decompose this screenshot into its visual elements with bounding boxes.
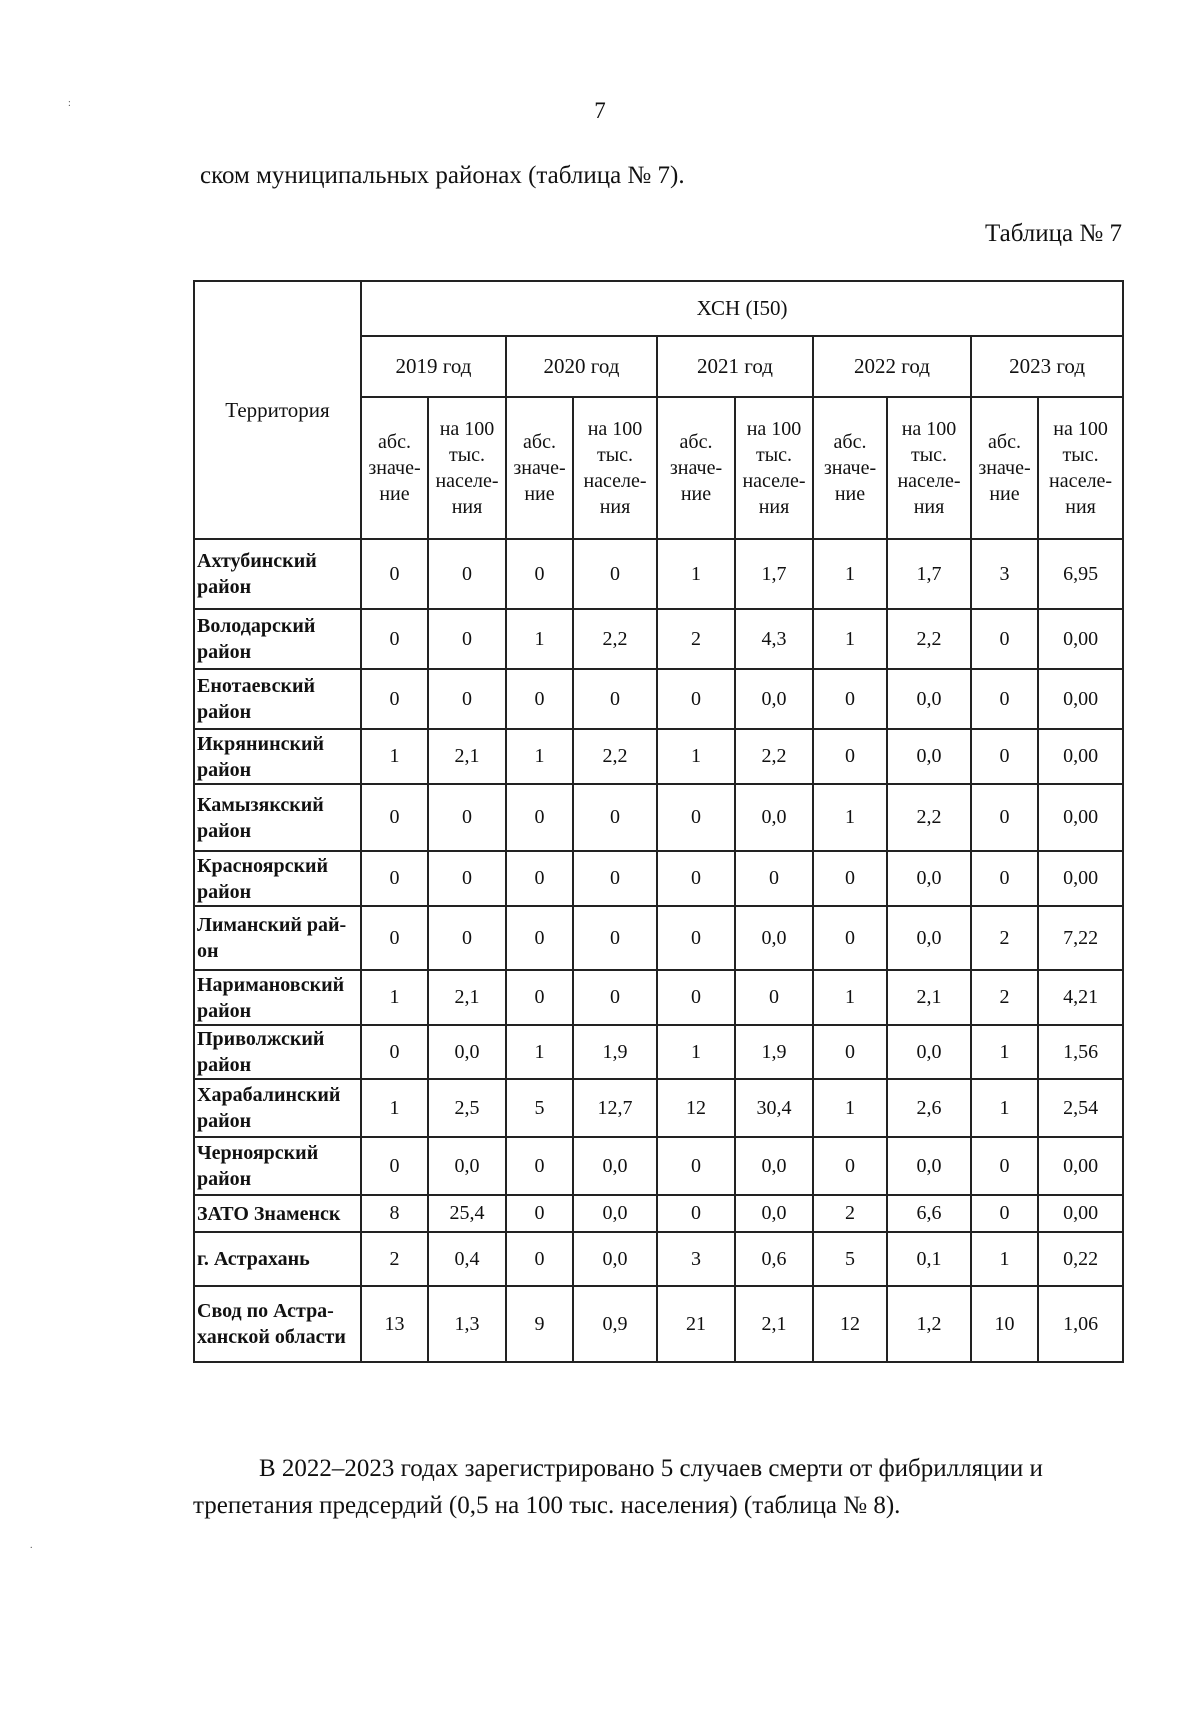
table-caption: Таблица № 7 bbox=[984, 220, 1122, 247]
territory-name-line: Приволжский bbox=[197, 1028, 325, 1050]
abs-value-header bbox=[657, 397, 735, 539]
year-header: 2019 год bbox=[361, 336, 506, 397]
per-100k-header bbox=[735, 397, 813, 539]
per-100k-value-cell: 1,2 bbox=[887, 1286, 971, 1362]
territory-name-line: Икрянинский bbox=[197, 732, 325, 755]
territory-name-line: район bbox=[197, 641, 252, 663]
abs-value-cell: 1 bbox=[361, 970, 428, 1025]
table-row bbox=[194, 669, 1123, 729]
per-100k-value-cell: 0,0 bbox=[428, 1025, 506, 1079]
abs-value-cell: 0 bbox=[361, 669, 428, 729]
per-100k-header-line: на 100 bbox=[901, 418, 957, 440]
abs-value-cell: 5 bbox=[506, 1079, 573, 1137]
abs-value-cell: 13 bbox=[361, 1286, 428, 1362]
per-100k-value-cell: 0,0 bbox=[735, 784, 813, 851]
per-100k-value-cell: 2,1 bbox=[887, 970, 971, 1025]
per-100k-value-cell: 0,00 bbox=[1038, 1137, 1123, 1195]
abs-value-cell: 0 bbox=[971, 1137, 1038, 1195]
per-100k-header-line: ния bbox=[451, 496, 483, 518]
per-100k-value-cell: 1,7 bbox=[735, 539, 813, 609]
abs-value-cell: 0 bbox=[657, 906, 735, 970]
abs-value-cell: 0 bbox=[657, 669, 735, 729]
abs-header-line: ние bbox=[680, 483, 712, 505]
per-100k-value-cell: 2,2 bbox=[573, 609, 657, 669]
abs-header-line: ние bbox=[379, 483, 410, 505]
per-100k-value-cell: 0 bbox=[428, 539, 506, 609]
territory-name-cell bbox=[194, 784, 361, 851]
abs-header-line: ние bbox=[834, 483, 866, 505]
abs-header-line: абс. bbox=[833, 431, 867, 453]
per-100k-value-cell: 1,06 bbox=[1038, 1286, 1123, 1362]
abs-value-header bbox=[361, 397, 428, 539]
per-100k-header-line: тыс. bbox=[910, 444, 948, 466]
abs-value-cell: 9 bbox=[506, 1286, 573, 1362]
per-100k-value-cell: 0,0 bbox=[887, 906, 971, 970]
abs-value-cell: 1 bbox=[361, 1079, 428, 1137]
per-100k-value-cell: 0,0 bbox=[735, 1137, 813, 1195]
abs-value-cell: 10 bbox=[971, 1286, 1038, 1362]
territory-name-line: район bbox=[197, 1110, 252, 1132]
per-100k-value-cell: 0,00 bbox=[1038, 669, 1123, 729]
territory-name-cell bbox=[194, 669, 361, 729]
abs-value-cell: 0 bbox=[506, 1195, 573, 1232]
abs-value-cell: 1 bbox=[813, 1079, 887, 1137]
per-100k-value-cell: 0,00 bbox=[1038, 609, 1123, 669]
per-100k-value-cell: 0,0 bbox=[573, 1137, 657, 1195]
territory-name-line: Ахтубинский bbox=[197, 550, 317, 572]
territory-name-line: район bbox=[197, 1168, 252, 1190]
territory-name-cell bbox=[194, 906, 361, 970]
per-100k-value-cell: 0,0 bbox=[887, 1025, 971, 1079]
per-100k-value-cell: 0,00 bbox=[1038, 729, 1123, 784]
per-100k-value-cell: 2,1 bbox=[428, 729, 506, 784]
per-100k-value-cell: 6,95 bbox=[1038, 539, 1123, 609]
per-100k-header-line: тыс. bbox=[755, 444, 793, 466]
per-100k-value-cell: 1,7 bbox=[887, 539, 971, 609]
per-100k-value-cell: 25,4 bbox=[428, 1195, 506, 1232]
per-100k-value-cell: 0 bbox=[573, 970, 657, 1025]
territory-name-line: Красноярский bbox=[197, 854, 329, 877]
per-100k-header bbox=[1038, 397, 1123, 539]
per-100k-value-cell: 2,2 bbox=[573, 729, 657, 784]
territory-name-cell bbox=[194, 1195, 361, 1232]
territory-name-line: район bbox=[197, 758, 252, 781]
per-100k-header-line: на 100 bbox=[439, 418, 495, 440]
scan-mark-bottom: . bbox=[30, 1540, 33, 1551]
per-100k-header-line: населе- bbox=[742, 470, 806, 492]
abs-value-header bbox=[506, 397, 573, 539]
territory-name-line: Черноярский bbox=[197, 1142, 319, 1164]
per-100k-value-cell: 2,1 bbox=[735, 1286, 813, 1362]
per-100k-header bbox=[428, 397, 506, 539]
territory-name-cell bbox=[194, 1025, 361, 1079]
intro-text: ском муниципальных районах (таблица № 7). bbox=[200, 162, 685, 189]
territory-name-line: район bbox=[197, 576, 252, 598]
territory-name-line: Харабалинский bbox=[197, 1084, 341, 1106]
per-100k-value-cell: 30,4 bbox=[735, 1079, 813, 1137]
abs-value-cell: 0 bbox=[657, 1137, 735, 1195]
per-100k-header-line: тыс. bbox=[448, 444, 486, 466]
territory-name-line: Володарский bbox=[197, 615, 316, 637]
per-100k-header-line: ния bbox=[758, 496, 790, 518]
abs-value-cell: 21 bbox=[657, 1286, 735, 1362]
territory-name-line: Камызякский bbox=[197, 793, 324, 816]
abs-value-cell: 1 bbox=[657, 1025, 735, 1079]
closing-paragraph bbox=[193, 1450, 1123, 1524]
territory-name-line: ЗАТО Знаменск bbox=[197, 1202, 341, 1225]
per-100k-value-cell: 0,9 bbox=[573, 1286, 657, 1362]
territory-name-cell bbox=[194, 609, 361, 669]
territory-name-line: Лиманский рай- bbox=[197, 914, 347, 936]
abs-value-cell: 0 bbox=[506, 1232, 573, 1286]
per-100k-value-cell: 0 bbox=[573, 906, 657, 970]
table-row bbox=[194, 729, 1123, 784]
abs-value-cell: 3 bbox=[971, 539, 1038, 609]
per-100k-header-line: на 100 bbox=[1053, 418, 1108, 440]
territory-name-cell bbox=[194, 1286, 361, 1362]
year-header: 2023 год bbox=[971, 336, 1123, 397]
abs-header-line: абс. bbox=[523, 431, 556, 453]
abs-value-cell: 1 bbox=[506, 1025, 573, 1079]
territory-name-line: г. Астрахань bbox=[197, 1248, 310, 1270]
territory-name-cell bbox=[194, 1079, 361, 1137]
per-100k-value-cell: 2,54 bbox=[1038, 1079, 1123, 1137]
abs-header-line: значе- bbox=[978, 457, 1031, 479]
abs-header-line: значе- bbox=[368, 457, 421, 479]
closing-text: В 2022–2023 годах зарегистрировано 5 случаев смерти от фибрилляции и трепетания предсердий (0,5 на 100 тыс. населения) (таблица № 8). bbox=[193, 1455, 1043, 1519]
abs-value-cell: 1 bbox=[813, 970, 887, 1025]
per-100k-value-cell: 0 bbox=[428, 609, 506, 669]
per-100k-value-cell: 2,6 bbox=[887, 1079, 971, 1137]
per-100k-value-cell: 1,3 bbox=[428, 1286, 506, 1362]
per-100k-value-cell: 0,0 bbox=[573, 1232, 657, 1286]
abs-value-cell: 0 bbox=[506, 970, 573, 1025]
year-header: 2021 год bbox=[657, 336, 813, 397]
abs-value-cell: 1 bbox=[971, 1232, 1038, 1286]
abs-value-cell: 0 bbox=[813, 906, 887, 970]
table-row bbox=[194, 1232, 1123, 1286]
per-100k-header-line: на 100 bbox=[746, 418, 802, 440]
per-100k-value-cell: 0,0 bbox=[887, 1137, 971, 1195]
table-row bbox=[194, 1025, 1123, 1079]
abs-value-cell: 2 bbox=[971, 906, 1038, 970]
abs-value-cell: 0 bbox=[657, 851, 735, 906]
table-row bbox=[194, 906, 1123, 970]
abs-value-cell: 0 bbox=[361, 784, 428, 851]
per-100k-value-cell: 4,21 bbox=[1038, 970, 1123, 1025]
abs-value-cell: 0 bbox=[813, 1137, 887, 1195]
per-100k-header-line: ния bbox=[1065, 496, 1096, 518]
territory-name-line: ханской области bbox=[197, 1326, 346, 1348]
territory-name-cell bbox=[194, 1137, 361, 1195]
abs-value-cell: 12 bbox=[657, 1079, 735, 1137]
per-100k-value-cell: 2,1 bbox=[428, 970, 506, 1025]
per-100k-header bbox=[887, 397, 971, 539]
abs-value-cell: 1 bbox=[657, 539, 735, 609]
table-row bbox=[194, 1079, 1123, 1137]
abs-value-cell: 1 bbox=[361, 729, 428, 784]
abs-value-cell: 0 bbox=[813, 669, 887, 729]
per-100k-value-cell: 2,2 bbox=[887, 784, 971, 851]
abs-value-header bbox=[971, 397, 1038, 539]
abs-header-line: абс. bbox=[378, 431, 411, 453]
per-100k-header-line: ния bbox=[599, 496, 631, 518]
abs-value-cell: 0 bbox=[506, 669, 573, 729]
table-row bbox=[194, 1195, 1123, 1232]
per-100k-value-cell: 0,1 bbox=[887, 1232, 971, 1286]
abs-value-cell: 12 bbox=[813, 1286, 887, 1362]
abs-value-cell: 0 bbox=[361, 851, 428, 906]
territory-name-line: Наримановский bbox=[197, 973, 345, 996]
per-100k-value-cell: 0,22 bbox=[1038, 1232, 1123, 1286]
per-100k-value-cell: 2,2 bbox=[735, 729, 813, 784]
per-100k-header-line: тыс. bbox=[596, 444, 634, 466]
data-table bbox=[193, 280, 1124, 1363]
table-row bbox=[194, 784, 1123, 851]
abs-value-cell: 0 bbox=[971, 729, 1038, 784]
per-100k-value-cell: 0 bbox=[735, 851, 813, 906]
territory-name-line: Свод по Астра- bbox=[197, 1300, 334, 1322]
indicator-header: ХСН (I50) bbox=[361, 281, 1123, 336]
abs-header-line: абс. bbox=[679, 431, 713, 453]
per-100k-value-cell: 0,00 bbox=[1038, 1195, 1123, 1232]
territory-name-line: район bbox=[197, 999, 252, 1022]
abs-value-cell: 0 bbox=[361, 609, 428, 669]
per-100k-header-line: населе- bbox=[897, 470, 961, 492]
per-100k-value-cell: 0 bbox=[428, 784, 506, 851]
territory-name-cell bbox=[194, 729, 361, 784]
abs-value-cell: 1 bbox=[657, 729, 735, 784]
scan-mark-top: : bbox=[68, 98, 71, 109]
abs-value-cell: 0 bbox=[506, 784, 573, 851]
abs-header-line: значе- bbox=[513, 457, 566, 479]
territory-name-line: район bbox=[197, 1054, 252, 1076]
per-100k-header-line: ния bbox=[913, 496, 945, 518]
per-100k-value-cell: 1,56 bbox=[1038, 1025, 1123, 1079]
per-100k-value-cell: 0,00 bbox=[1038, 851, 1123, 906]
per-100k-header-line: населе- bbox=[435, 470, 499, 492]
per-100k-value-cell: 1,9 bbox=[573, 1025, 657, 1079]
territory-name-cell bbox=[194, 539, 361, 609]
abs-value-cell: 3 bbox=[657, 1232, 735, 1286]
abs-header-line: ние bbox=[524, 483, 555, 505]
per-100k-value-cell: 0,0 bbox=[573, 1195, 657, 1232]
table-row bbox=[194, 1137, 1123, 1195]
per-100k-value-cell: 0,0 bbox=[428, 1137, 506, 1195]
per-100k-value-cell: 0 bbox=[573, 669, 657, 729]
per-100k-value-cell: 0,0 bbox=[735, 906, 813, 970]
per-100k-header bbox=[573, 397, 657, 539]
per-100k-value-cell: 0,4 bbox=[428, 1232, 506, 1286]
per-100k-value-cell: 2,5 bbox=[428, 1079, 506, 1137]
abs-value-cell: 2 bbox=[971, 970, 1038, 1025]
abs-value-cell: 0 bbox=[506, 539, 573, 609]
abs-value-cell: 2 bbox=[813, 1195, 887, 1232]
abs-value-cell: 0 bbox=[657, 970, 735, 1025]
per-100k-value-cell: 0,0 bbox=[735, 669, 813, 729]
per-100k-value-cell: 0 bbox=[573, 539, 657, 609]
abs-value-cell: 0 bbox=[506, 1137, 573, 1195]
abs-header-line: ние bbox=[989, 483, 1020, 505]
table-row bbox=[194, 1286, 1123, 1362]
table-row bbox=[194, 851, 1123, 906]
territory-name-cell bbox=[194, 1232, 361, 1286]
abs-value-cell: 0 bbox=[361, 539, 428, 609]
abs-value-cell: 2 bbox=[657, 609, 735, 669]
per-100k-value-cell: 0,00 bbox=[1038, 784, 1123, 851]
per-100k-value-cell: 0 bbox=[428, 669, 506, 729]
per-100k-header-line: тыс. bbox=[1062, 444, 1099, 466]
per-100k-value-cell: 0 bbox=[573, 851, 657, 906]
per-100k-value-cell: 0,0 bbox=[887, 669, 971, 729]
per-100k-header-line: населе- bbox=[1049, 470, 1113, 492]
territory-name-cell bbox=[194, 970, 361, 1025]
abs-value-cell: 1 bbox=[506, 609, 573, 669]
abs-value-cell: 0 bbox=[971, 851, 1038, 906]
territory-name-cell bbox=[194, 851, 361, 906]
year-header: 2020 год bbox=[506, 336, 657, 397]
abs-value-cell: 1 bbox=[813, 609, 887, 669]
abs-value-cell: 0 bbox=[813, 851, 887, 906]
territory-header: Территория bbox=[194, 281, 361, 539]
territory-name-line: Енотаевский bbox=[197, 675, 316, 697]
abs-value-cell: 8 bbox=[361, 1195, 428, 1232]
abs-value-cell: 0 bbox=[971, 609, 1038, 669]
territory-name-line: он bbox=[197, 940, 219, 962]
abs-value-cell: 5 bbox=[813, 1232, 887, 1286]
abs-value-cell: 0 bbox=[361, 1025, 428, 1079]
page-number: 7 bbox=[594, 98, 606, 123]
year-header: 2022 год bbox=[813, 336, 971, 397]
abs-value-cell: 0 bbox=[813, 729, 887, 784]
abs-value-cell: 0 bbox=[971, 784, 1038, 851]
per-100k-value-cell: 0 bbox=[735, 970, 813, 1025]
abs-value-cell: 0 bbox=[506, 906, 573, 970]
per-100k-value-cell: 0 bbox=[428, 906, 506, 970]
territory-name-line: район bbox=[197, 880, 252, 903]
table-row bbox=[194, 539, 1123, 609]
per-100k-value-cell: 0,6 bbox=[735, 1232, 813, 1286]
abs-value-cell: 1 bbox=[813, 539, 887, 609]
abs-value-cell: 1 bbox=[813, 784, 887, 851]
abs-value-cell: 1 bbox=[506, 729, 573, 784]
per-100k-value-cell: 12,7 bbox=[573, 1079, 657, 1137]
abs-header-line: абс. bbox=[988, 431, 1021, 453]
abs-value-cell: 0 bbox=[813, 1025, 887, 1079]
per-100k-value-cell: 7,22 bbox=[1038, 906, 1123, 970]
per-100k-value-cell: 0,0 bbox=[887, 729, 971, 784]
abs-value-cell: 0 bbox=[361, 906, 428, 970]
per-100k-value-cell: 4,3 bbox=[735, 609, 813, 669]
per-100k-value-cell: 6,6 bbox=[887, 1195, 971, 1232]
per-100k-value-cell: 0 bbox=[428, 851, 506, 906]
table-row bbox=[194, 609, 1123, 669]
abs-value-cell: 0 bbox=[506, 851, 573, 906]
abs-value-cell: 0 bbox=[657, 1195, 735, 1232]
abs-value-cell: 0 bbox=[361, 1137, 428, 1195]
territory-name-line: район bbox=[197, 819, 252, 842]
per-100k-value-cell: 0,0 bbox=[887, 851, 971, 906]
per-100k-value-cell: 1,9 bbox=[735, 1025, 813, 1079]
abs-value-cell: 2 bbox=[361, 1232, 428, 1286]
per-100k-value-cell: 0 bbox=[573, 784, 657, 851]
abs-value-cell: 0 bbox=[971, 1195, 1038, 1232]
per-100k-value-cell: 2,2 bbox=[887, 609, 971, 669]
abs-value-cell: 1 bbox=[971, 1079, 1038, 1137]
abs-value-cell: 1 bbox=[971, 1025, 1038, 1079]
abs-value-header bbox=[813, 397, 887, 539]
per-100k-value-cell: 0,0 bbox=[735, 1195, 813, 1232]
abs-value-cell: 0 bbox=[657, 784, 735, 851]
per-100k-header-line: населе- bbox=[583, 470, 647, 492]
abs-header-line: значе- bbox=[669, 457, 723, 479]
abs-value-cell: 0 bbox=[971, 669, 1038, 729]
territory-name-line: район bbox=[197, 701, 252, 723]
abs-header-line: значе- bbox=[823, 457, 877, 479]
per-100k-header-line: на 100 bbox=[587, 418, 643, 440]
table-row bbox=[194, 970, 1123, 1025]
